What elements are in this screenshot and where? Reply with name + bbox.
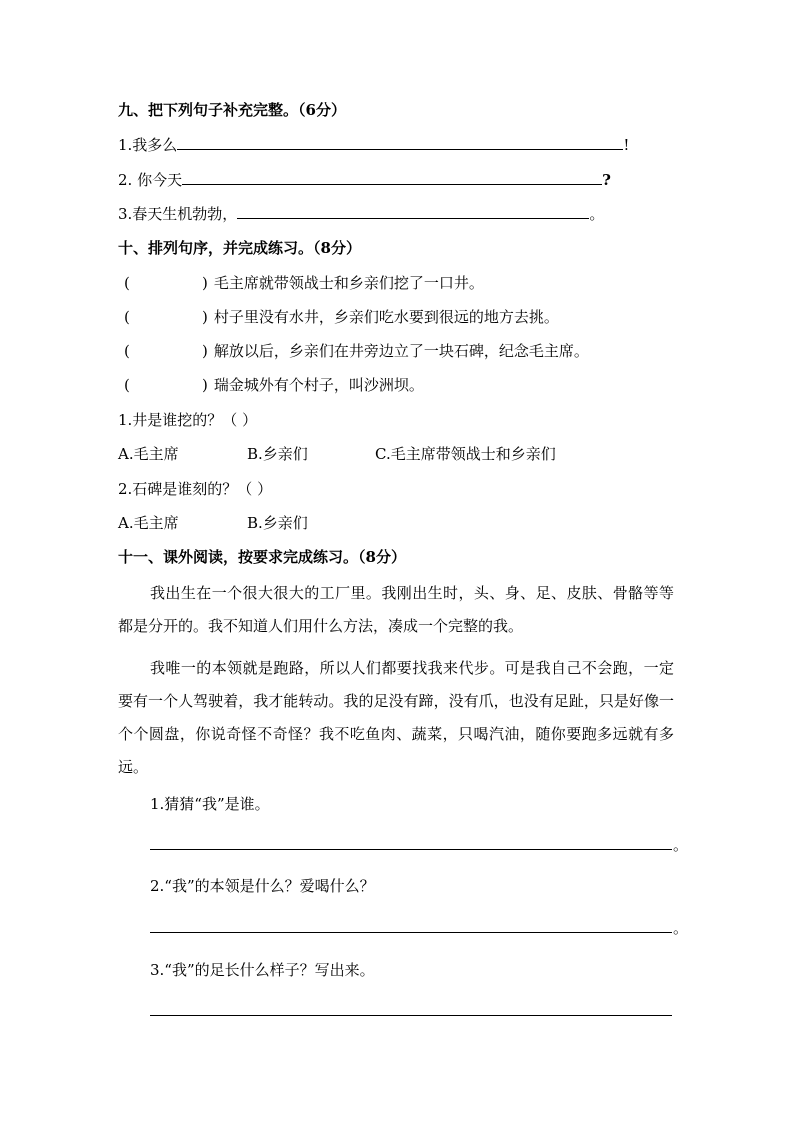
order-row-2: ( ) 村子里没有水井，乡亲们吃水要到很远的地方去挑。: [124, 308, 559, 326]
order-paren-4[interactable]: (: [124, 376, 130, 394]
fill-sentence-3-suffix: 。: [589, 205, 605, 223]
fill-sentence-2: [118, 170, 611, 190]
question-1: 1.井是谁挖的？（ ）: [118, 411, 258, 429]
order-sentence-2: 村子里没有水井，乡亲们吃水要到很远的地方去挑。: [213, 308, 559, 326]
section10-heading: 十、排列句序，并完成练习。（8分）: [118, 239, 361, 257]
fill-sentence-1-prefix: 1.我多么: [118, 136, 178, 154]
question-2-option-b[interactable]: B.乡亲们: [247, 514, 308, 532]
order-paren-2[interactable]: (: [124, 308, 130, 326]
section9-heading: 九、把下列句子补充完整。（6分）: [118, 101, 346, 119]
order-sentence-1: 毛主席就带领战士和乡亲们挖了一口井。: [213, 274, 484, 292]
order-row-3: ( ) 解放以后，乡亲们在井旁边立了一块石碑，纪念毛主席。: [124, 342, 589, 360]
answer-line-1[interactable]: [150, 849, 672, 850]
fill-sentence-3-blank[interactable]: [237, 204, 589, 219]
answer-line-1-end: 。: [673, 836, 689, 854]
answer-line-2[interactable]: [150, 932, 672, 933]
order-row-1: ( ) 毛主席就带领战士和乡亲们挖了一口井。: [124, 274, 484, 292]
fill-sentence-1: [118, 135, 629, 155]
fill-sentence-2-blank[interactable]: [182, 170, 602, 185]
reading-paragraph-2: 我唯一的本领就是跑路，所以人们都要找我来代步。可是我自己不会跑，一定要有一个人驾驶着，我才能转动。我的足没有蹄，没有爪，也没有足趾，只是好像一个个圆盘，你说奇怪不奇怪？我不吃鱼肉、蔬菜，只喝汽油，随你要跑多远就有多远。: [118, 659, 674, 776]
question-1-option-b[interactable]: B.乡亲们: [247, 445, 308, 463]
reading-question-1: 1.猜猜“我”是谁。: [150, 795, 270, 813]
order-paren-3[interactable]: (: [124, 342, 130, 360]
fill-sentence-3: [118, 204, 604, 224]
answer-line-3[interactable]: [150, 1015, 672, 1016]
answer-line-2-end: 。: [673, 919, 689, 937]
fill-sentence-2-prefix: 2. 你今天: [118, 171, 183, 189]
question-1-option-a[interactable]: A.毛主席: [118, 445, 179, 463]
order-row-4: ( ) 瑞金城外有个村子，叫沙洲坝。: [124, 376, 424, 394]
order-sentence-3: 解放以后，乡亲们在井旁边立了一块石碑，纪念毛主席。: [213, 342, 589, 360]
reading-question-2: 2.“我”的本领是什么？爱喝什么？: [150, 877, 375, 895]
fill-sentence-2-suffix: ?: [602, 171, 611, 189]
reading-question-3: 3.“我”的足长什么样子？写出来。: [150, 961, 375, 979]
question-2: 2.石碑是谁刻的？（ ）: [118, 480, 273, 498]
fill-sentence-3-prefix: 3.春天生机勃勃，: [118, 205, 238, 223]
fill-sentence-1-suffix: !: [623, 136, 630, 154]
reading-paragraph-1: 我出生在一个很大很大的工厂里。我刚出生时，头、身、足、皮肤、骨骼等等都是分开的。我不知道人们用什么方法，凑成一个完整的我。: [118, 584, 674, 635]
question-2-option-a[interactable]: A.毛主席: [118, 514, 179, 532]
section11-heading: 十一、课外阅读，按要求完成练习。（8分）: [118, 548, 406, 566]
order-sentence-4: 瑞金城外有个村子，叫沙洲坝。: [213, 376, 424, 394]
order-paren-1[interactable]: (: [124, 274, 130, 292]
fill-sentence-1-blank[interactable]: [177, 135, 623, 150]
question-1-option-c[interactable]: C.毛主席带领战士和乡亲们: [375, 445, 556, 463]
